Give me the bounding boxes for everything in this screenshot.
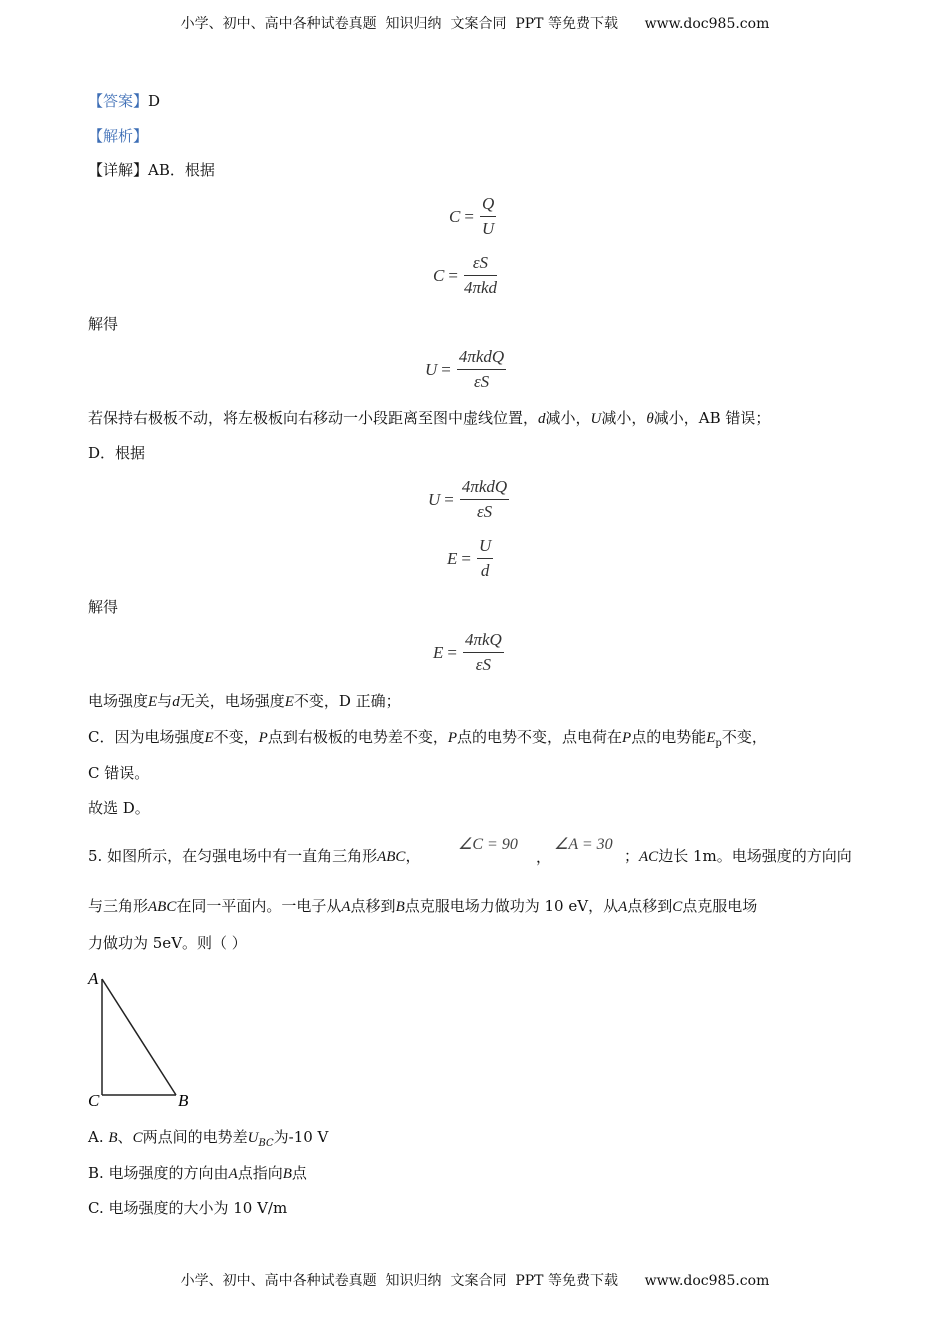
equation-voltage-2 bbox=[428, 477, 509, 522]
eq6-denominator: εS bbox=[475, 655, 491, 674]
analysis-line bbox=[88, 126, 148, 146]
vertex-a-label: A bbox=[88, 969, 99, 988]
question-5-line-1-tail: ；AC边长 1m。电场强度的方向向 bbox=[624, 847, 852, 865]
question-5-line-1: 5. 如图所示，在匀强电场中有一直角三角形ABC， bbox=[88, 847, 421, 865]
eq3-numerator: 4πkdQ bbox=[457, 347, 506, 370]
eq2-numerator: εS bbox=[464, 253, 497, 276]
question-5-line-3: 力做功为 5eV。则（ ） bbox=[88, 934, 247, 952]
detail-line bbox=[88, 160, 215, 180]
eq1-lhs: C bbox=[449, 206, 461, 226]
angle-a: ∠A = 30 bbox=[554, 836, 613, 853]
paragraph-d: 电场强度E与d无关，电场强度E不变，D 正确； bbox=[88, 692, 401, 710]
angle-c: ∠C = 90 bbox=[458, 836, 518, 853]
equation-voltage bbox=[425, 347, 506, 392]
eq5-equals: = bbox=[461, 548, 471, 568]
paragraph-c-2: C 错误。 bbox=[88, 764, 150, 782]
option-a: A. B、C两点间的电势差$U_{BC}$为-10 V bbox=[88, 1128, 329, 1149]
eq5-numerator: U bbox=[477, 536, 493, 559]
triangle-figure bbox=[80, 962, 210, 1114]
option-c: C. 电场强度的大小为 10 V/m bbox=[88, 1199, 288, 1217]
question-5-line-2: 与三角形ABC在同一平面内。一电子从A点移到B点克服电场力做功为 10 eV，从A点移到C点克服电场 bbox=[88, 897, 758, 915]
paragraph-c: C．因为电场强度E不变，P点到右极板的电势差不变，P点的电势不变，点电荷在P点的电势能$E_p$不变， bbox=[88, 728, 767, 749]
eq6-lhs: E bbox=[433, 642, 444, 662]
eq3-lhs: U bbox=[425, 359, 438, 379]
equation-field bbox=[447, 536, 493, 581]
eq1-equals: = bbox=[464, 206, 474, 226]
eq4-equals: = bbox=[444, 489, 454, 509]
detail-text: AB．根据 bbox=[148, 161, 215, 179]
page-footer: 小学、初中、高中各种试卷真题 知识归纳 文案合同 PPT 等免费下载 www.doc985.com bbox=[180, 1273, 770, 1289]
answer-value: D bbox=[148, 92, 161, 110]
page-header: 小学、初中、高中各种试卷真题 知识归纳 文案合同 PPT 等免费下载 www.doc985.com bbox=[180, 16, 770, 32]
angle-comma: ， bbox=[536, 848, 552, 866]
eq1-numerator: Q bbox=[480, 194, 496, 217]
eq6-equals: = bbox=[447, 642, 457, 662]
jiede-2: 解得 bbox=[88, 598, 119, 616]
detail-tag: 【详解】 bbox=[88, 161, 149, 179]
eq4-lhs: U bbox=[428, 489, 441, 509]
eq2-equals: = bbox=[448, 265, 458, 285]
vertex-b-label: B bbox=[178, 1091, 189, 1110]
jiede-1: 解得 bbox=[88, 315, 119, 333]
paragraph-ab: 若保持右极板不动，将左极板向右移动一小段距离至图中虚线位置，d减小，U减小，θ减小，AB 错误； bbox=[88, 409, 771, 427]
eq3-denominator: εS bbox=[473, 372, 490, 391]
eq6-numerator: 4πkQ bbox=[463, 630, 504, 653]
conclusion: 故选 D。 bbox=[88, 799, 150, 817]
eq5-lhs: E bbox=[447, 548, 458, 568]
option-b: B. 电场强度的方向由A点指向B点 bbox=[88, 1164, 307, 1182]
eq4-numerator: 4πkdQ bbox=[460, 477, 509, 500]
eq2-denominator: 4πkd bbox=[463, 278, 497, 297]
equation-capacitance-definition bbox=[449, 194, 496, 239]
d-label: D．根据 bbox=[88, 444, 146, 462]
analysis-tag: 【解析】 bbox=[88, 127, 149, 145]
eq5-denominator: d bbox=[480, 561, 490, 580]
answer-line bbox=[88, 91, 160, 111]
eq1-denominator: U bbox=[481, 219, 495, 238]
answer-tag: 【答案】 bbox=[88, 92, 149, 110]
eq3-equals: = bbox=[441, 359, 451, 379]
eq2-lhs: C bbox=[433, 265, 445, 285]
side-ab bbox=[102, 979, 176, 1095]
equation-field-result bbox=[433, 630, 504, 675]
vertex-c-label: C bbox=[88, 1091, 100, 1110]
equation-capacitance-plate bbox=[433, 253, 497, 298]
eq4-denominator: εS bbox=[476, 502, 493, 521]
